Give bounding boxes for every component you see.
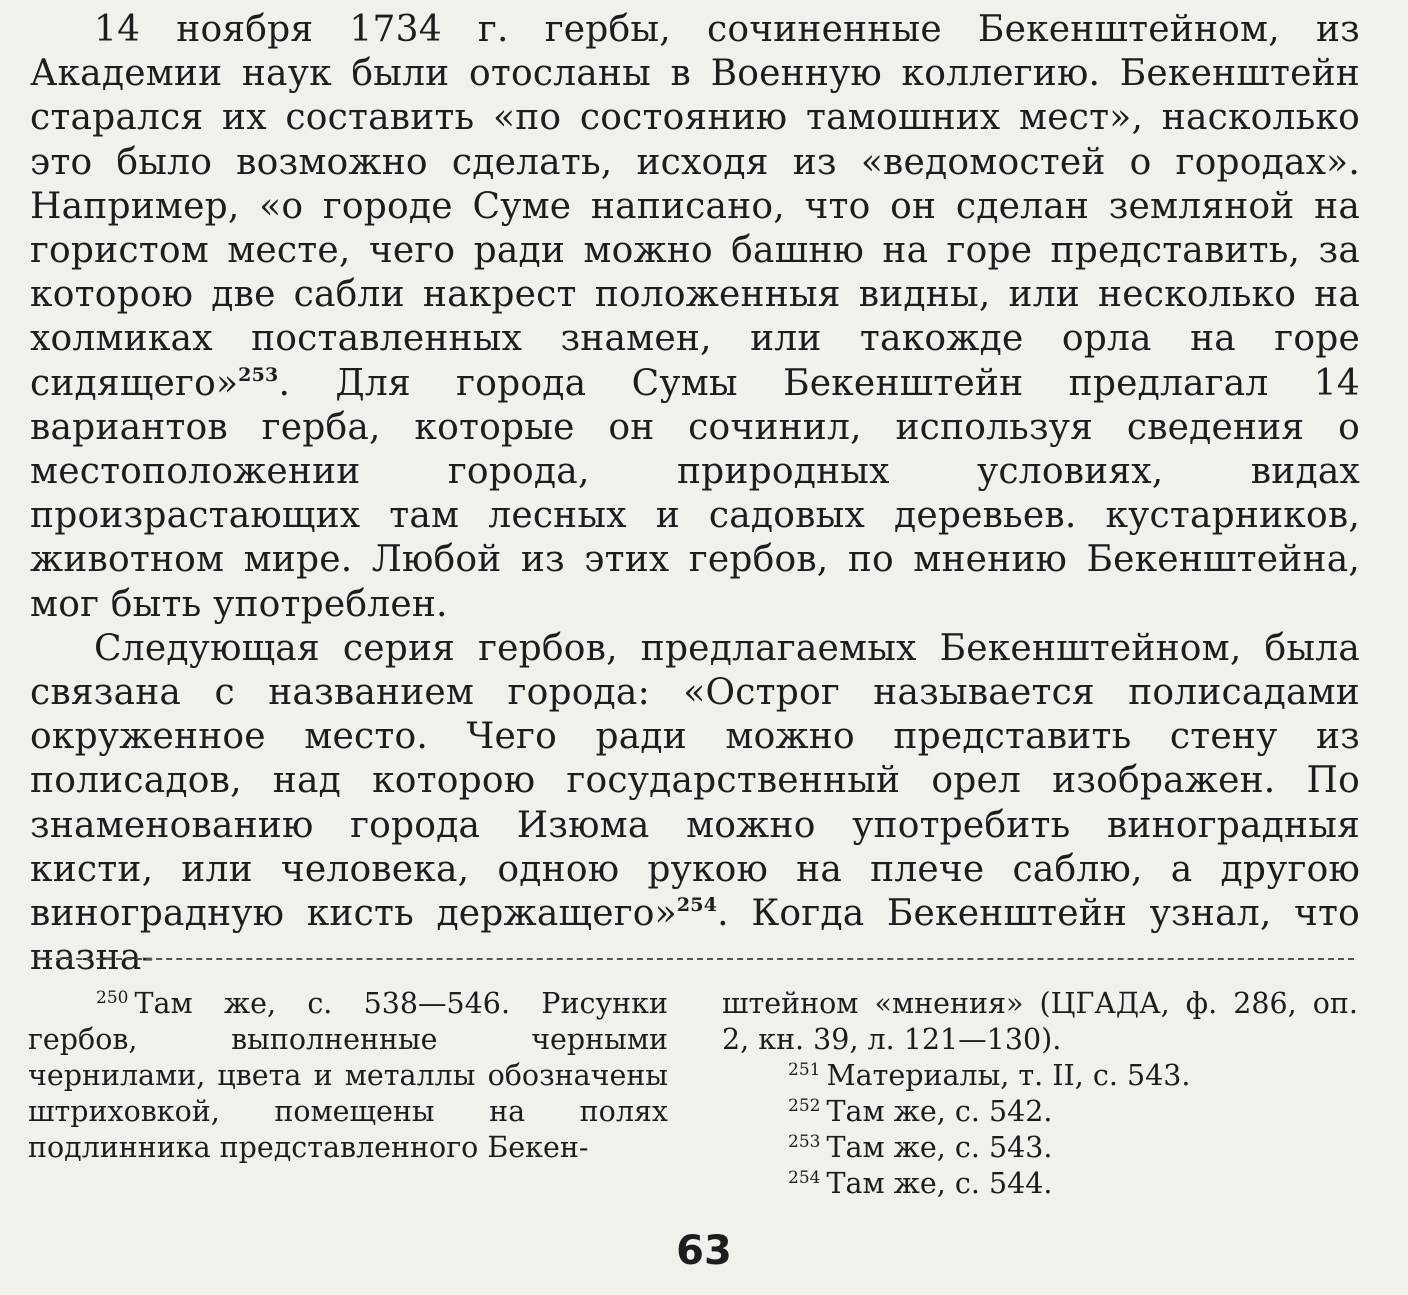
footnote-250 [28,986,668,1166]
footnote-254 [722,1166,1358,1202]
footnote-252 [722,1094,1358,1130]
footnote-251-text: Материалы, т. II, с. 543. [826,1059,1191,1092]
page-number: 63 [676,1228,732,1274]
footnote-ref-254[interactable]: 254 [676,894,718,917]
paragraph-1-text-a: 14 ноября 1734 г. гербы, сочиненные Бекенштейном, из Академии наук были отосланы в Военную коллегию. Бекенштейн старался их составить «по состоянию тамошних мест», насколько это было возможно сделать, исходя из «ведомостей о городах». Например, «о городе Суме написано, что он сделан земляной на гористом месте, чего ради можно башню на горе представить, за которою две сабли накрест положенныя видны, или несколько на холмиках поставленных знамен, или такожде орла на горе сидящего» [30,9,1360,404]
paragraph-1-text-b: . Для города Сумы Бекенштейн предлагал 14 вариантов герба, которые он сочинил, используя сведения о местоположении города, природных условиях, видах произрастающих там лесных и садовых деревьев. кустарников, животном мире. Любой из этих гербов, по мнению Бекенштейна, мог быть употреблен. [30,362,1360,625]
paragraph-2 [30,627,1360,981]
footnote-252-text: Там же, с. 542. [826,1095,1053,1128]
paragraph-2-text-b: . Когда Бекенштейн узнал, что назна- [30,893,1360,979]
footnote-250-text: Там же, с. 538—546. Рисунки гербов, выполненные черными чернилами, цвета и металлы обозначены штриховкой, помещены на полях подлинника представленного Бекен- [28,987,668,1164]
footnote-253-number: 253 [788,1132,821,1152]
paragraph-2-text-a: Следующая серия гербов, предлагаемых Бекенштейном, была связана с названием города: «Острог называется полисадами окруженное место. Чего ради можно представить стену из полисадов, над которою государственный орел изображен. По знаменованию города Изюма можно употребить виноградныя кисти, или человека, одною рукою на плече саблю, а другою виноградную кисть держащего» [30,627,1360,935]
footnote-divider [36,958,1354,960]
main-text [30,8,1360,980]
paragraph-1 [30,8,1360,627]
footnotes-right-column [722,986,1358,1202]
footnote-252-number: 252 [788,1096,821,1116]
footnote-250-number: 250 [96,988,129,1008]
footnote-251-number: 251 [788,1060,821,1080]
footnote-ref-253[interactable]: 253 [238,363,279,386]
footnote-253 [722,1130,1358,1166]
footnote-251 [722,1058,1358,1094]
footnote-250-continuation: штейном «мнения» (ЦГАДА, ф. 286, оп. 2, кн. 39, л. 121—130). [722,987,1358,1056]
footnote-254-number: 254 [788,1168,821,1188]
footnote-254-text: Там же, с. 544. [826,1167,1053,1200]
footnote-253-text: Там же, с. 543. [826,1131,1053,1164]
